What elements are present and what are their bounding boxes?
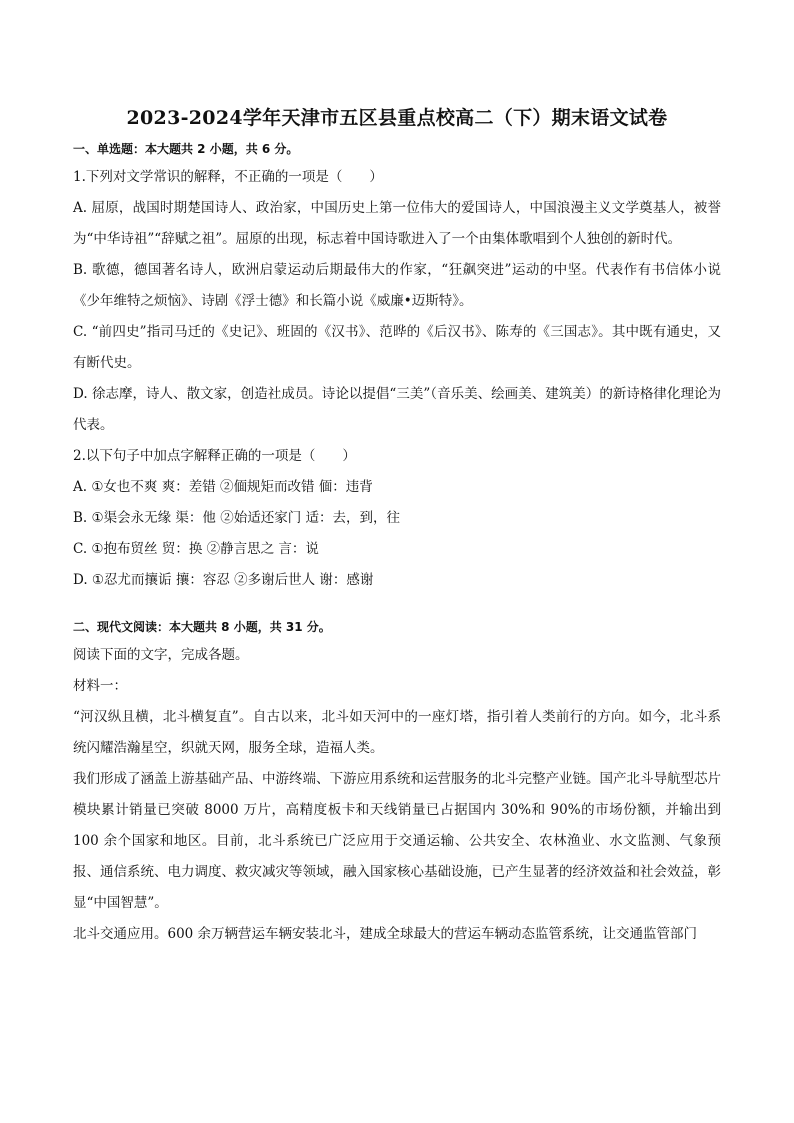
material-paragraph-1: “河汉纵且横，北斗横复直”。自古以来，北斗如天河中的一座灯塔，指引着人类前行的方向。如今，北斗系统闪耀浩瀚星空，织就天网，服务全球，造福人类。: [73, 709, 721, 756]
section-heading-reading: 二、现代文阅读：本大题共 8 小题，共 31 分。: [73, 620, 331, 634]
material-paragraph-2: 我们形成了涵盖上游基础产品、中游终端、下游应用系统和运营服务的北斗完整产业链。国产北斗导航型芯片模块累计销量已突破 8000 万片，高精度板卡和天线销量已占据国内 30%和 90%的市场份额，并输出到 100 余个国家和地区。目前，北斗系统已广泛应用于交通运输、公共安全、农林渔业、水文监测、气象预报、通信系统、电力调度、救灾减灾等领域，融入国家核心基础设施，已产生显著的经济效益和社会效益，彰显“中国智慧”。: [73, 771, 721, 911]
material-paragraph-3: 北斗交通应用。600 余万辆营运车辆安装北斗，建成全球最大的营运车辆动态监管系统，让交通监管部门: [73, 926, 698, 942]
question-2-option-d: D. ①忍尤而攘诟 攘：容忍 ②多谢后世人 谢：感谢: [73, 572, 374, 588]
question-2-option-a: A. ①女也不爽 爽：差错 ②偭规矩而改错 偭：违背: [73, 479, 373, 495]
question-1-stem: 1.下列对文学常识的解释，不正确的一项是（ ）: [73, 169, 383, 185]
question-2-stem: 2.以下句子中加点字解释正确的一项是（ ）: [73, 448, 356, 464]
exam-page: [73, 100, 721, 950]
question-1-option-d: D. 徐志摩，诗人、散文家，创造社成员。诗论以提倡“三美”（音乐美、绘画美、建筑美）的新诗格律化理论为代表。: [73, 386, 721, 433]
page-title: 2023-2024学年天津市五区县重点校高二（下）期末语文试卷: [126, 107, 668, 129]
question-1-option-c: C. “前四史”指司马迁的《史记》、班固的《汉书》、范晔的《后汉书》、陈寿的《三国志》。其中既有通史，又有断代史。: [73, 324, 721, 371]
question-2-option-c: C. ①抱布贸丝 贸：换 ②静言思之 言：说: [73, 541, 319, 557]
reading-instruction: 阅读下面的文字，完成各题。: [73, 647, 249, 663]
question-1-option-b: B. 歌德，德国著名诗人，欧洲启蒙运动后期最伟大的作家，“狂飙突进”运动的中坚。代表作有书信体小说《少年维特之烦恼》、诗剧《浮士德》和长篇小说《威廉•迈斯特》。: [73, 262, 721, 309]
section-spacer: [73, 596, 721, 614]
question-1-option-a: A. 屈原，战国时期楚国诗人、政治家，中国历史上第一位伟大的爱国诗人，中国浪漫主义文学奠基人，被誉为“中华诗祖”“辞赋之祖”。屈原的出现，标志着中国诗歌进入了一个由集体歌唱到个人独创的新时代。: [73, 200, 721, 247]
section-heading-single-choice: 一、单选题：本大题共 2 小题，共 6 分。: [73, 142, 299, 156]
question-2-option-b: B. ①渠会永无缘 渠：他 ②始适还家门 适：去，到，往: [73, 510, 400, 526]
material-label: 材料一：: [73, 678, 127, 694]
